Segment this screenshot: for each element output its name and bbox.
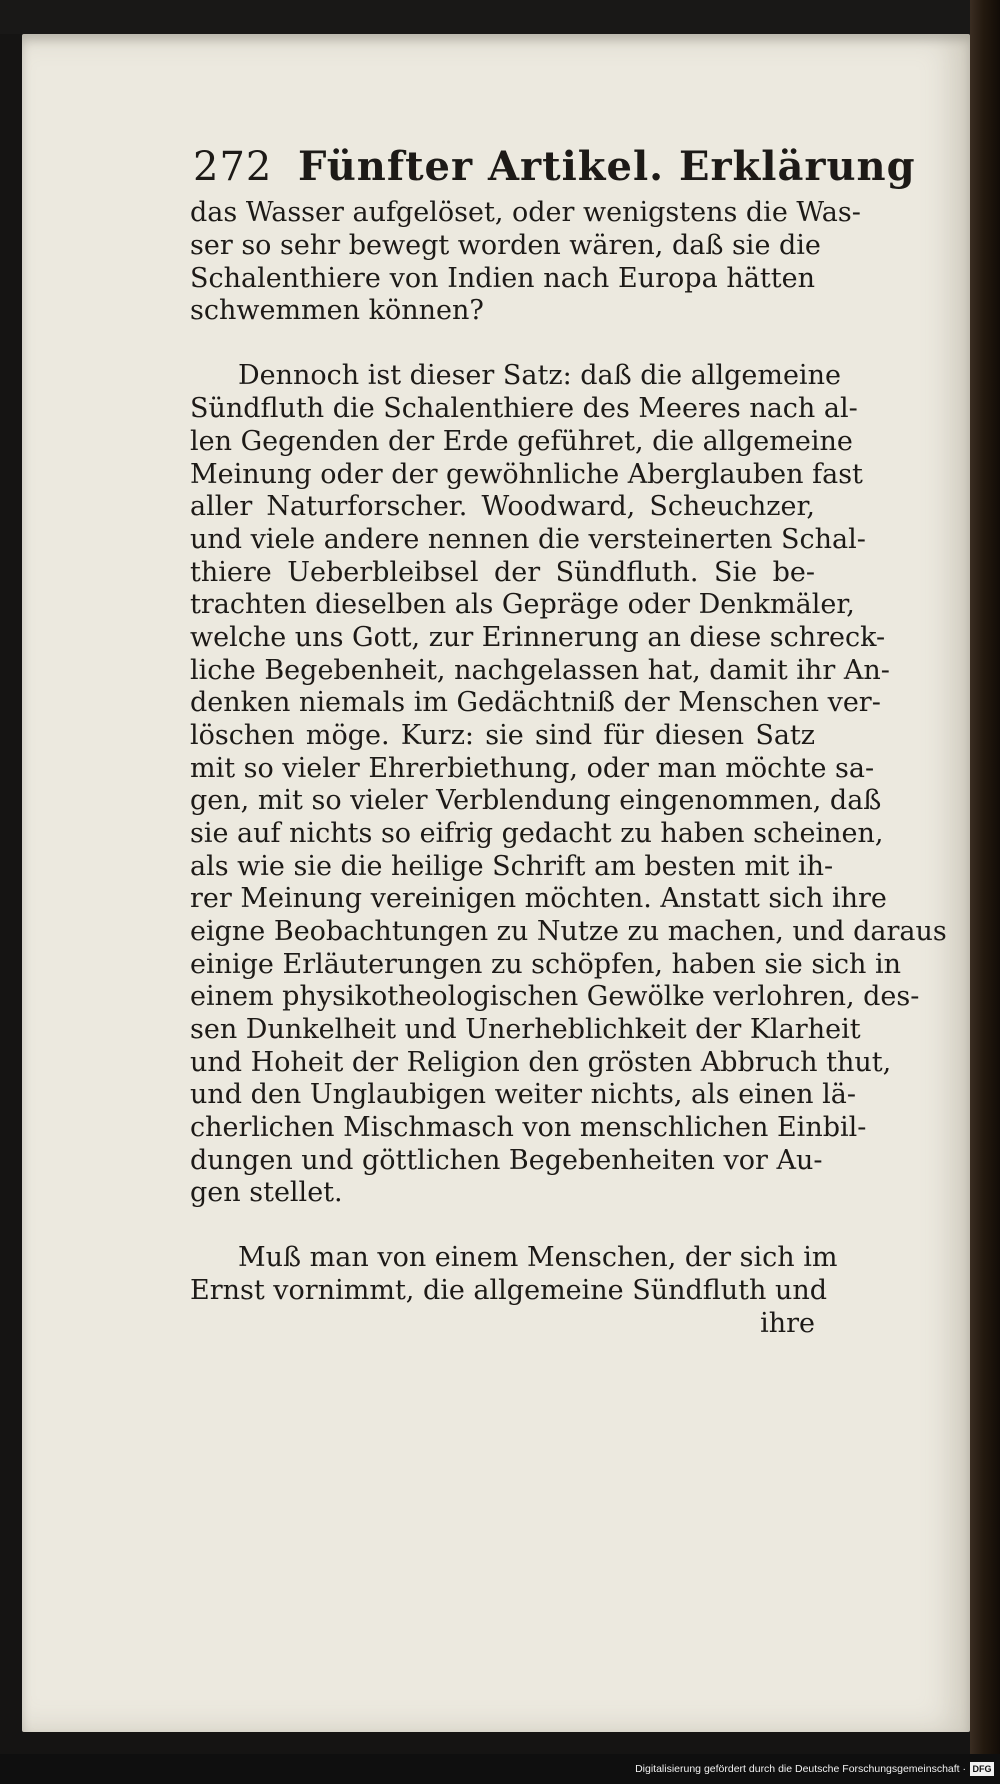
funding-notice: Digitalisierung gefördert durch die Deutsche Forschungsgemeinschaft · (635, 1763, 966, 1775)
text-line: thiere Ueberbleibsel der Sündfluth. Sie be- (190, 557, 815, 588)
text-line: Sündfluth die Schalenthiere des Meeres nach al- (190, 393, 858, 424)
text-line: und viele andere nennen die versteinerten Schal- (190, 524, 866, 555)
text-line: aller Naturforscher. Woodward, Scheuchzer, (190, 491, 815, 522)
text-line: Meinung oder der gewöhnliche Aberglauben fast (190, 459, 863, 490)
text-line: dungen und göttlichen Begebenheiten vor Au- (190, 1145, 823, 1176)
text-line: ser so sehr bewegt worden wären, daß sie die (190, 230, 821, 261)
text-line: trachten dieselben als Gepräge oder Denkmäler, (190, 589, 855, 620)
text-line: und Hoheit der Religion den grösten Abbruch thut, (190, 1047, 892, 1078)
text-line: Ernst vornimmt, die allgemeine Sündfluth und (190, 1275, 828, 1306)
text-line: denken niemals im Gedächtniß der Menschen ver- (190, 687, 881, 718)
text-line: das Wasser aufgelöset, oder wenigstens die Was- (190, 197, 861, 228)
text-line: mit so vieler Ehrerbiethung, oder man möchte sa- (190, 753, 875, 784)
page-header (190, 138, 916, 196)
running-head: Fünfter Artikel. Erklärung (298, 143, 916, 190)
scan-top-edge (0, 0, 1000, 34)
text-line: sie auf nichts so eifrig gedacht zu haben scheinen, (190, 818, 884, 849)
text-line: und den Unglaubigen weiter nichts, als einen lä- (190, 1079, 857, 1110)
book-spine (970, 0, 1000, 1784)
digitization-footer (0, 1754, 1000, 1784)
text-line: gen, mit so vieler Verblendung eingenommen, daß (190, 785, 882, 816)
dfg-logo: DFG (970, 1762, 994, 1776)
text-line: eigne Beobachtungen zu Nutze zu machen, und daraus (190, 916, 947, 947)
catchword: ihre (760, 1308, 815, 1339)
text-line: len Gegenden der Erde geführet, die allgemeine (190, 426, 853, 457)
text-line: rer Meinung vereinigen möchten. Anstatt sich ihre (190, 883, 887, 914)
text-line: löschen möge. Kurz: sie sind für diesen Satz (190, 720, 815, 751)
text-line: cherlichen Mischmasch von menschlichen Einbil- (190, 1112, 867, 1143)
text-line: Muß man von einem Menschen, der sich im (238, 1242, 838, 1273)
text-line: als wie sie die heilige Schrift am besten mit ih- (190, 851, 834, 882)
text-line: Dennoch ist dieser Satz: daß die allgemeine (238, 360, 841, 391)
text-line: Schalenthiere von Indien nach Europa hätten (190, 263, 815, 294)
text-line: liche Begebenheit, nachgelassen hat, damit ihr An- (190, 655, 890, 686)
text-line: sen Dunkelheit und Unerheblichkeit der Klarheit (190, 1014, 861, 1045)
text-line: einem physikotheologischen Gewölke verlohren, des- (190, 981, 920, 1012)
text-line: welche uns Gott, zur Erinnerung an diese schreck- (190, 622, 886, 653)
page-number: 272 (193, 144, 273, 190)
text-line: schwemmen können? (190, 295, 484, 326)
text-line: einige Erläuterungen zu schöpfen, haben sie sich in (190, 949, 901, 980)
text-line: gen stellet. (190, 1177, 343, 1208)
